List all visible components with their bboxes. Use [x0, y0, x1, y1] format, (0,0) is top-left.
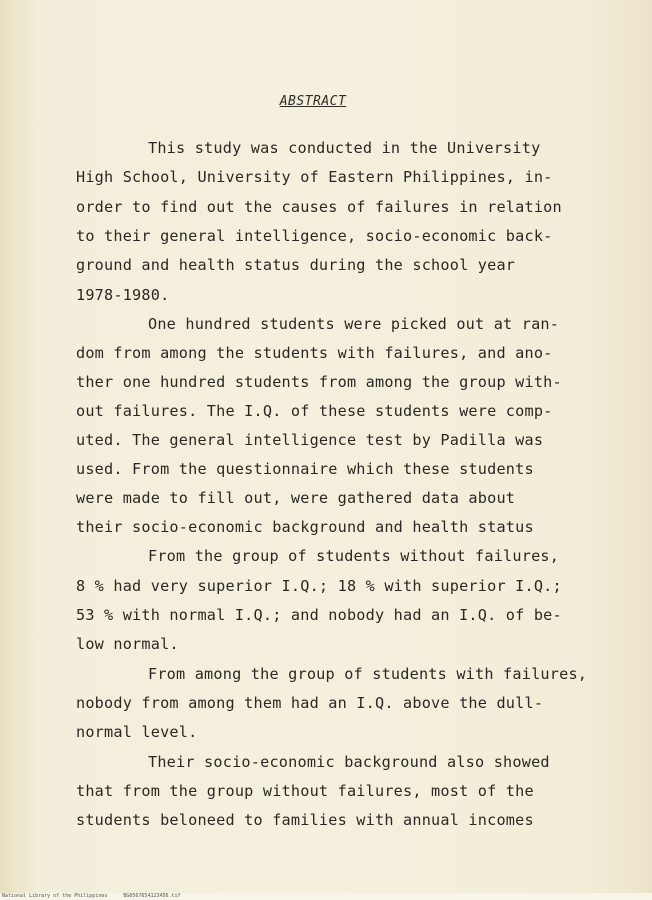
text-line-17: 53 % with normal I.Q.; and nobody had an I.Q. of be-: [76, 606, 562, 624]
text-line-19: From among the group of students with failures,: [148, 665, 588, 683]
text-line-2: High School, University of Eastern Philippines, in-: [76, 168, 553, 186]
text-line-20: nobody from among them had an I.Q. above the dull-: [76, 694, 544, 712]
abstract-title-text: ABSTRACT: [279, 94, 347, 109]
text-line-22: Their socio-economic background also showed: [148, 753, 550, 771]
footer-source: National Library of the Philippines: [2, 893, 108, 899]
text-line-4: to their general intelligence, socio-economic back-: [76, 227, 553, 245]
abstract-title: [0, 94, 652, 109]
text-line-24: students beloneed to families with annual incomes: [76, 811, 534, 829]
text-line-9: ther one hundred students from among the group with-: [76, 373, 562, 391]
text-line-8: dom from among the students with failures, and ano-: [76, 344, 553, 362]
text-line-5: ground and health status during the school year: [76, 256, 516, 274]
text-line-12: used. From the questionnaire which these students: [76, 460, 534, 478]
text-line-3: order to find out the causes of failures in relation: [76, 198, 562, 216]
text-line-18: low normal.: [76, 635, 179, 653]
text-line-6: 1978-1980.: [76, 286, 170, 304]
text-line-23: that from the group without failures, most of the: [76, 782, 534, 800]
text-line-13: were made to fill out, were gathered data about: [76, 489, 516, 507]
text-line-10: out failures. The I.Q. of these students were comp-: [76, 402, 553, 420]
text-line-14: their socio-economic background and health status: [76, 518, 534, 536]
scan-footer: [0, 893, 652, 900]
text-line-21: normal level.: [76, 723, 198, 741]
text-line-11: uted. The general intelligence test by Padilla was: [76, 431, 544, 449]
text-line-16: 8 % had very superior I.Q.; 18 % with superior I.Q.;: [76, 577, 562, 595]
footer-code: BG0567654123456.tif: [123, 893, 181, 899]
text-line-1: This study was conducted in the University: [148, 139, 541, 157]
text-line-15: From the group of students without failures,: [148, 547, 560, 565]
text-line-7: One hundred students were picked out at ran-: [148, 315, 560, 333]
